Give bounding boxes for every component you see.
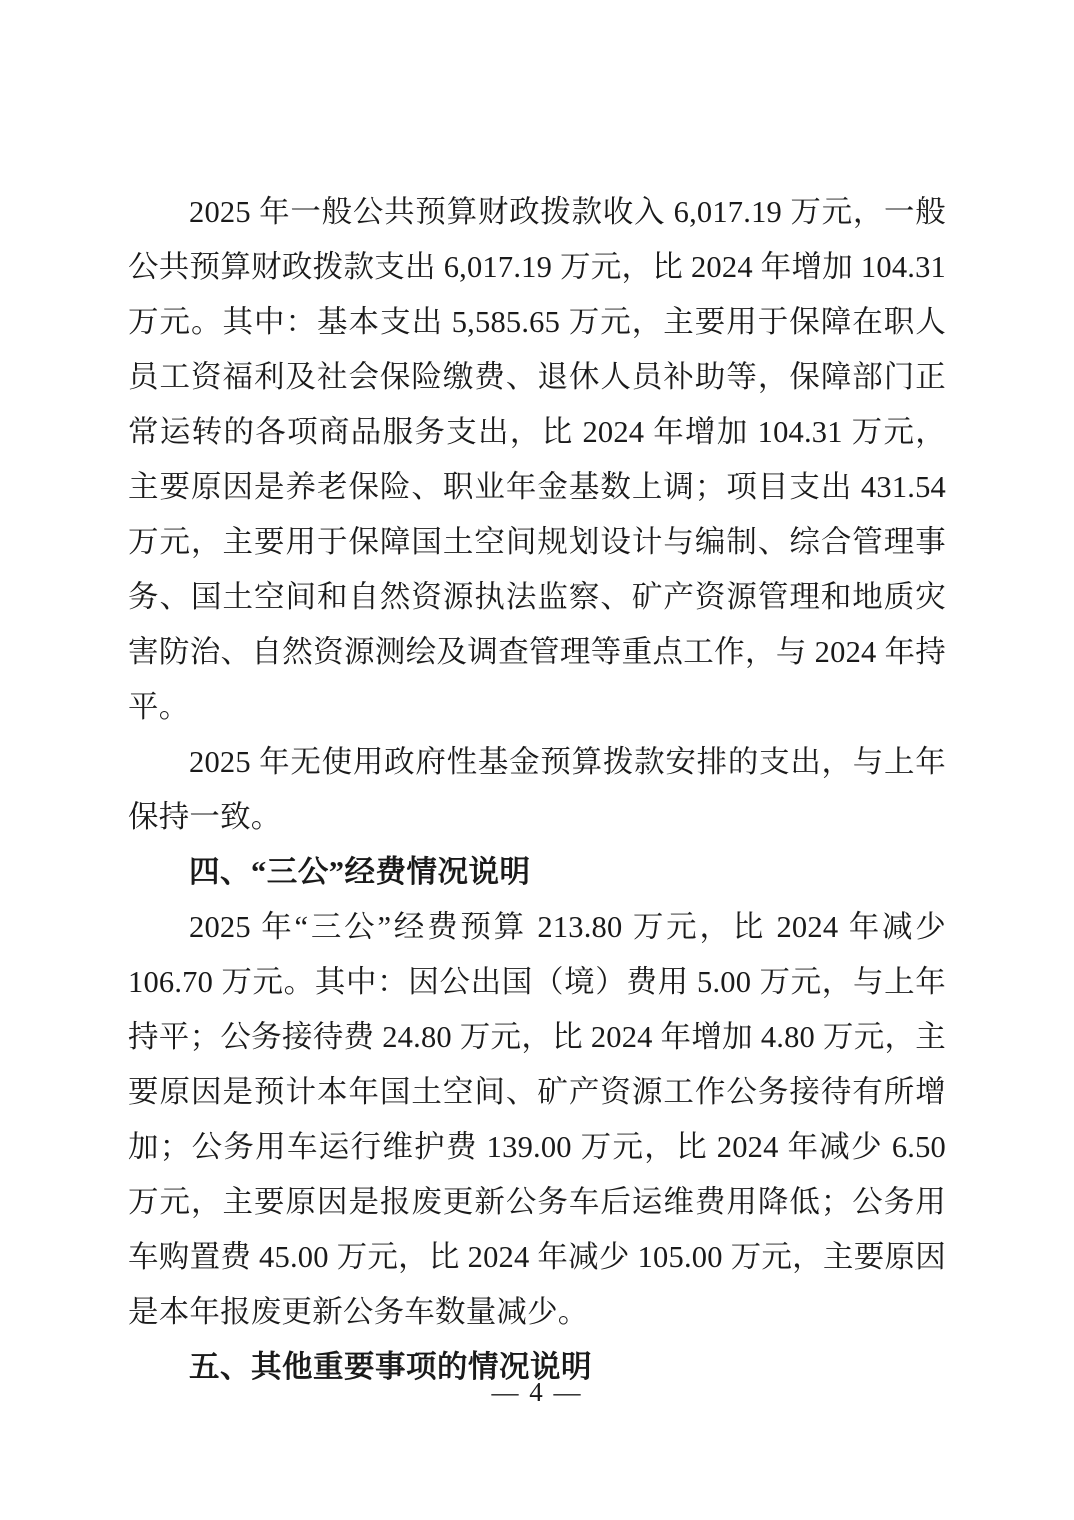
paragraph-government-fund-budget: 2025 年无使用政府性基金预算拨款安排的支出，与上年保持一致。 — [128, 745, 946, 834]
heading-section-four: 四、“三公”经费情况说明 — [189, 855, 531, 889]
paragraph-three-public-expenses: 2025 年“三公”经费预算 213.80 万元，比 2024 年减少 106.70 万元。其中：因公出国（境）费用 5.00 万元，与上年持平；公务接待费 24.80 万元，比 2024 年增加 4.80 万元，主要原因是预计本年国土空间、矿产资源工作公务接待有所增加；公务用车运行维护费 139.00 万元，比 2024 年减少 6.50 万元，主要原因是报废更新公务车后运维费用降低；公务用车购置费 45.00 万元，比 2024 年减少 105.00 万元，主要原因是本年报废更新公务车数量减少。 — [128, 910, 946, 1329]
page-number: — 4 — — [491, 1377, 583, 1407]
heading-section-five: 五、其他重要事项的情况说明 — [189, 1350, 592, 1384]
paragraph-general-public-budget: 2025 年一般公共预算财政拨款收入 6,017.19 万元，一般公共预算财政拨款支出 6,017.19 万元，比 2024 年增加 104.31 万元。其中：基本支出 5,585.65 万元，主要用于保障在职人员工资福利及社会保险缴费、退休人员补助等，保障部门正常运转的各项商品服务支出，比 2024 年增加 104.31 万元，主要原因是养老保险、职业年金基数上调；项目支出 431.54 万元，主要用于保障国土空间规划设计与编制、综合管理事务、国土空间和自然资源执法监察、矿产资源管理和地质灾害防治、自然资源测绘及调查管理等重点工作，与 2024 年持平。 — [128, 195, 946, 724]
